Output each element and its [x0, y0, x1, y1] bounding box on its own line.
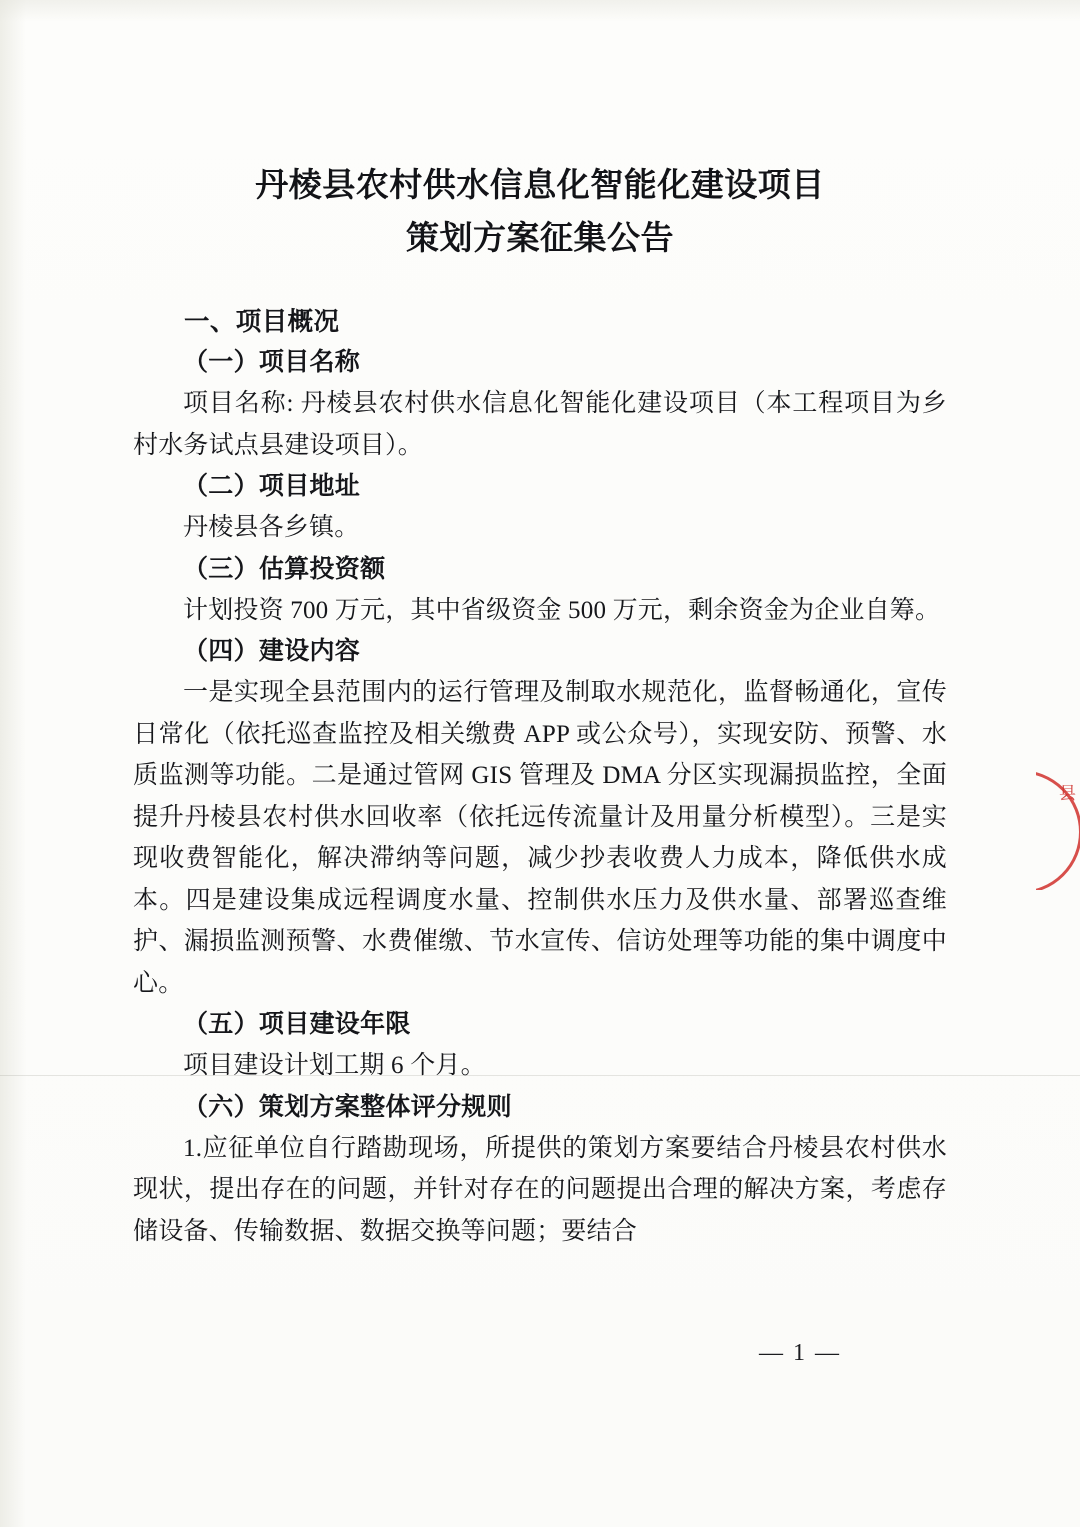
seal-text: 县: [1056, 784, 1075, 801]
subsection-estimated-investment: [133, 549, 947, 632]
scan-edge-shadow-left: [0, 0, 26, 1527]
subsection-paragraph: 计划投资 700 万元，其中省级资金 500 万元，剩余资金为企业自筹。: [183, 596, 941, 624]
page-title: [133, 160, 947, 267]
subsection-paragraph: 项目建设计划工期 6 个月。: [183, 1052, 486, 1080]
section-heading-1: 一、项目概况: [184, 306, 340, 336]
subsection-heading: （三）估算投资额: [183, 555, 386, 583]
subsection-paragraph: 1.应征单位自行踏勘现场，所提供的策划方案要结合丹棱县农村供水现状，提出存在的问题，并针对存在的问题提出合理的解决方案，考虑存储设备、传输数据、数据交换等问题；要结合: [133, 1134, 947, 1245]
subsection-project-address: [133, 466, 947, 549]
subsection-heading: （五）项目建设年限: [183, 1011, 411, 1039]
subsection-paragraph: 丹棱县各乡镇。: [183, 514, 360, 542]
page-title-line-1: 丹棱县农村供水信息化智能化建设项目: [255, 168, 825, 204]
subsection-heading: （二）项目地址: [183, 473, 361, 501]
subsection-project-name: [133, 342, 947, 466]
page-number: — 1 —: [759, 1340, 841, 1366]
subsection-paragraph: 项目名称: 丹棱县农村供水信息化智能化建设项目（本工程项目为乡村水务试点县建设项目）。: [133, 390, 947, 459]
scan-edge-shadow-top: [0, 0, 1080, 22]
subsection-heading: （六）策划方案整体评分规则: [183, 1093, 512, 1121]
page-title-line-2: 策划方案征集公告: [406, 221, 674, 258]
subsection-heading: （四）建设内容: [183, 638, 361, 666]
subsection-scoring-rules: [133, 1087, 947, 1253]
subsection-heading: （一）项目名称: [183, 349, 361, 377]
subsection-paragraph: 一是实现全县范围内的运行管理及制取水规范化，监督畅通化，宣传日常化（依托巡查监控及相关缴费 APP 或公众号），实现安防、预警、水质监测等功能。二是通过管网 GIS 管理及 DMA 分区实现漏损监控，全面提升丹棱县农村供水回收率（依托远传流量计及用量分析模型）。三是实现收费智能化，解决滞纳等问题，减少抄表收费人力成本，降低供水成本。四是建设集成远程调度水量、控制供水压力及供水量、部署巡查维护、漏损监测预警、水费催缴、节水宣传、信访处理等功能的集中调度中心。: [133, 679, 947, 997]
subsection-construction-period: [133, 1004, 947, 1087]
red-seal-stamp: [1036, 770, 1080, 890]
document-body: [133, 160, 947, 1252]
subsection-construction-content: [133, 631, 947, 1004]
